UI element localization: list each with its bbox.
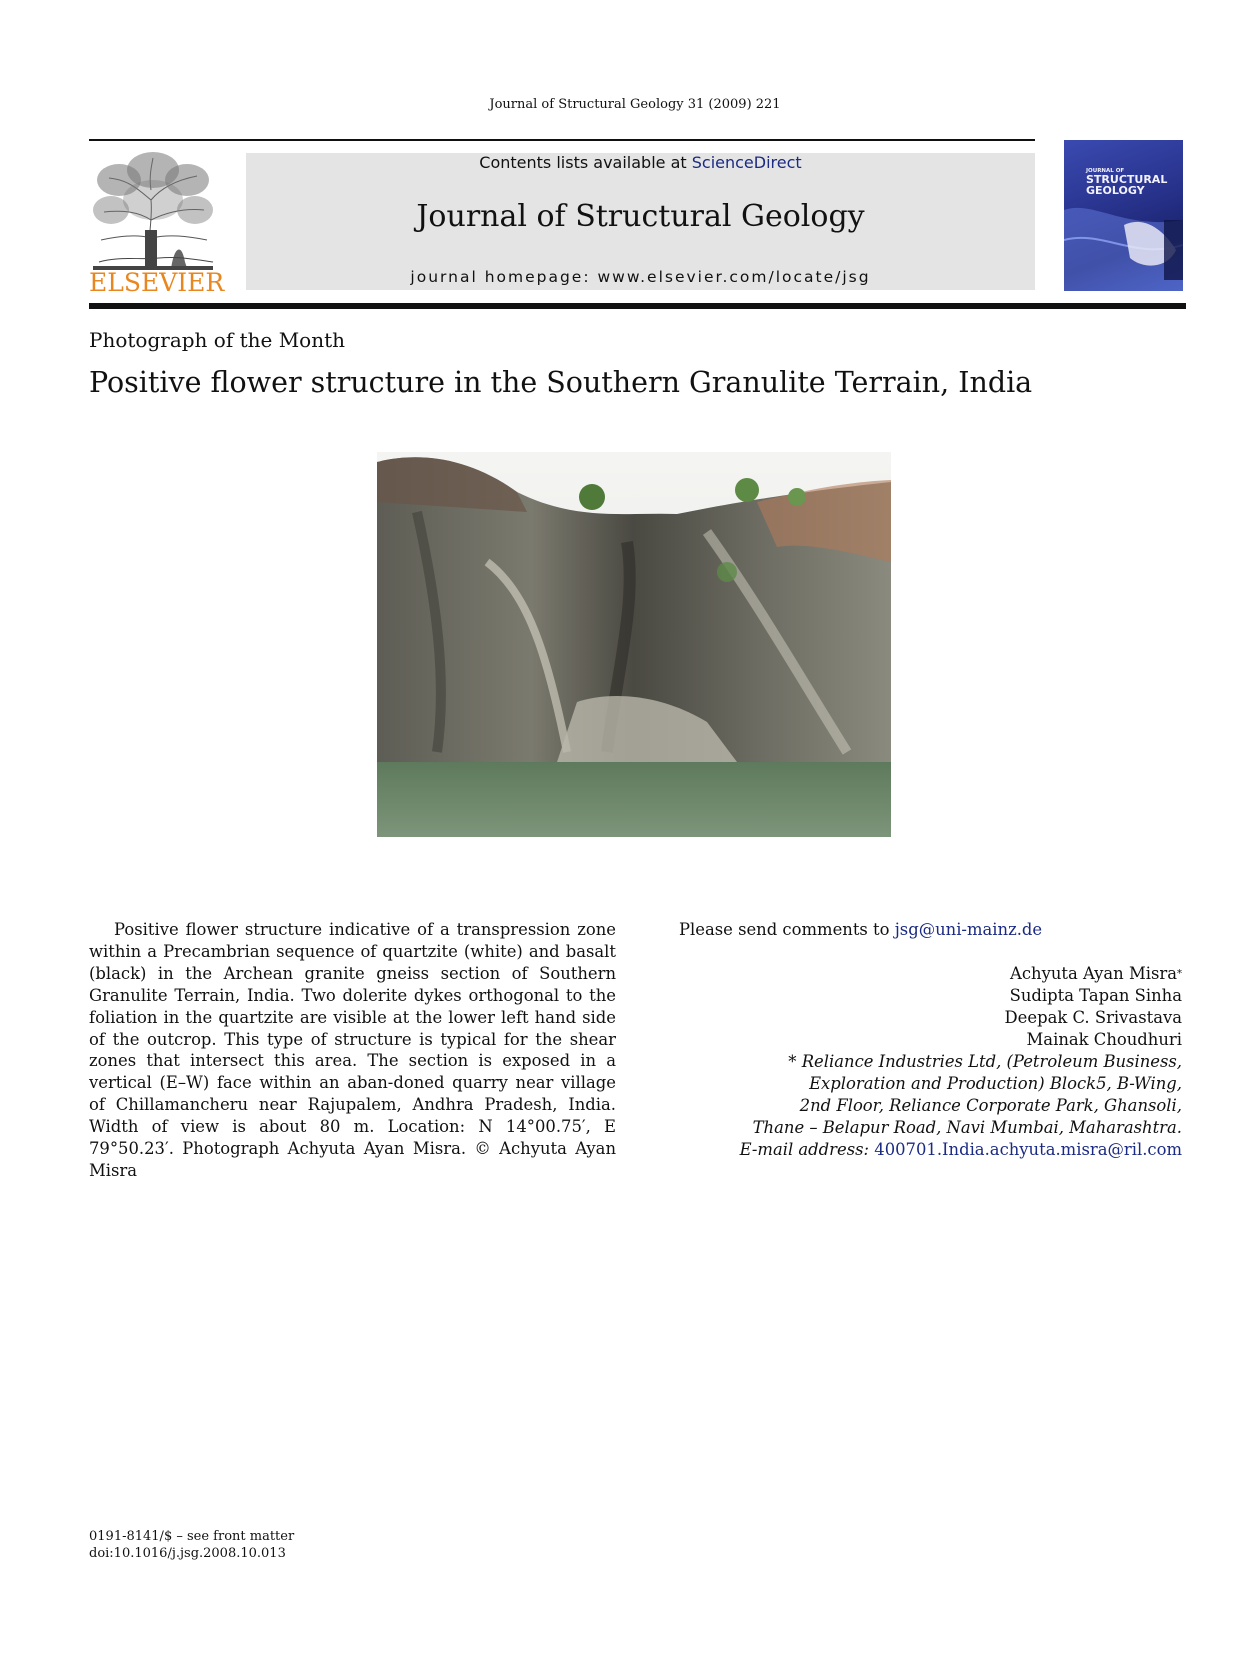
masthead-rule [89, 303, 1186, 309]
corresponding-marker: * [1177, 968, 1182, 980]
comments-prefix: Please send comments to [679, 920, 895, 939]
cover-title [1086, 174, 1167, 196]
header-rule [89, 139, 1035, 141]
footer [89, 1528, 294, 1562]
affiliation-line-2: Exploration and Production) Block5, B-Wing, [809, 1074, 1182, 1094]
author-email-link[interactable]: 400701.India.achyuta.misra@ril.com [874, 1139, 1182, 1159]
cover-title-line3: GEOLOGY [1086, 184, 1145, 197]
author-name-2: Sudipta Tapan Sinha [1009, 986, 1182, 1006]
cover-title-line2: STRUCTURAL [1086, 173, 1168, 186]
caption-text: Positive flower structure indicative of a transpression zone within a Precambrian sequence of quartzite (white) and basalt (black) in the Archean granite gneiss section of Southern Granulite Terrain, India. Two dolerite dykes orthogonal to the foliation in the quartzite are visible at the lower left hand side of the outcrop. This type of structure is typical for the shear zones that intersect this area. The section is exposed in a vertical (E–W) face within an aban-doned quarry near village of Chillamancheru near Rajupalem, Andhra Pradesh, India. Width of view is about 80 m. Location: N 14°00.75′, E 79°50.23′. Photograph Achyuta Ayan Misra. © Achyuta Ayan Misra [89, 920, 616, 1180]
email-label: E-mail address: [739, 1139, 875, 1159]
affiliation-line-1: * Reliance Industries Ltd, (Petroleum Business, [788, 1052, 1182, 1072]
affiliation-line-4: Thane – Belapur Road, Navi Mumbai, Maharashtra. [752, 1117, 1182, 1137]
sciencedirect-link[interactable]: ScienceDirect [691, 153, 802, 172]
comments-line [679, 919, 1042, 941]
journal-masthead [246, 153, 1035, 290]
contents-line [246, 153, 1035, 172]
author-name-4: Mainak Choudhuri [1026, 1030, 1182, 1050]
author-email-line [700, 1139, 1182, 1161]
affiliation-line-3: 2nd Floor, Reliance Corporate Park, Ghansoli, [799, 1095, 1182, 1115]
journal-homepage[interactable]: journal homepage: www.elsevier.com/locate/jsg [410, 268, 871, 286]
issn-line: 0191-8141/$ – see front matter [89, 1529, 295, 1544]
journal-cover-image [1064, 140, 1183, 291]
elsevier-wordmark: ELSEVIER [89, 268, 225, 297]
section-label: Photograph of the Month [89, 328, 346, 352]
photo-caption [89, 919, 616, 1182]
article-title: Positive flower structure in the Southern Granulite Terrain, India [89, 366, 1033, 399]
cover-label: JOURNAL OF [1086, 168, 1125, 174]
running-head: Journal of Structural Geology 31 (2009) 221 [489, 97, 781, 112]
author-name-3: Deepak C. Srivastava [1004, 1008, 1182, 1028]
contents-prefix: Contents lists available at [479, 153, 692, 172]
comments-email-link[interactable]: jsg@uni-mainz.de [894, 920, 1043, 939]
cover-art-icon [1064, 140, 1183, 291]
doi-line[interactable]: doi:10.1016/j.jsg.2008.10.013 [89, 1546, 286, 1561]
author-block [700, 963, 1182, 1161]
author-name-1: Achyuta Ayan Misra* [1010, 964, 1182, 983]
quarry-outcrop-photo [377, 452, 891, 837]
journal-title: Journal of Structural Geology [416, 199, 865, 234]
